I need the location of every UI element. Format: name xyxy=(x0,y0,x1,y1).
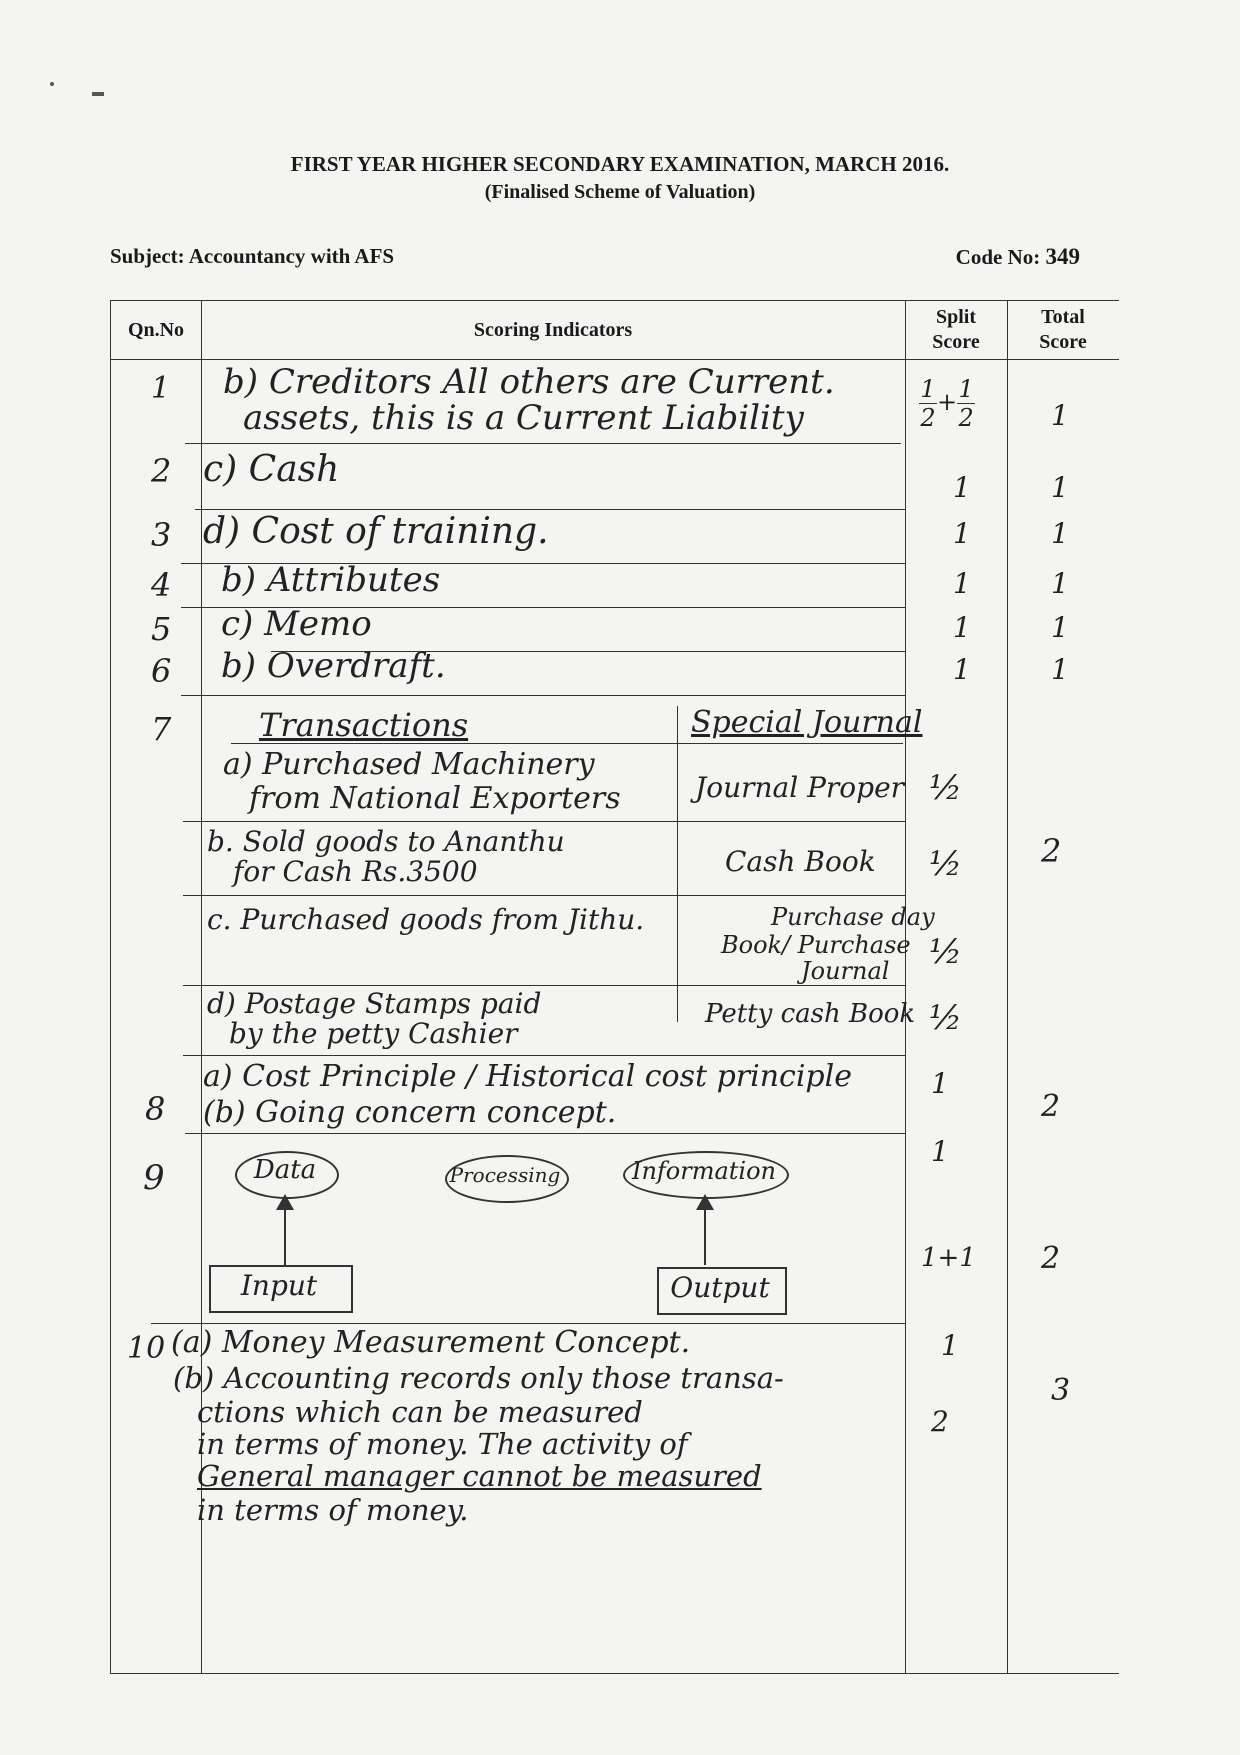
q8-number: 8 xyxy=(145,1090,166,1128)
q7-total-score: 2 xyxy=(1041,832,1062,870)
q2-number: 2 xyxy=(151,452,172,490)
q1-line1: b) Creditors All others are Current. xyxy=(223,362,835,402)
rule xyxy=(183,985,905,986)
q10-number: 10 xyxy=(127,1331,166,1366)
q7b-journal: Cash Book xyxy=(725,845,876,878)
rule xyxy=(183,821,905,822)
q4-total-score: 1 xyxy=(1051,567,1069,600)
q4-answer: b) Attributes xyxy=(221,560,441,600)
q1-split-score xyxy=(919,377,975,430)
q5-total-score: 1 xyxy=(1051,611,1069,644)
frac-num: 1 xyxy=(958,375,974,403)
q6-number: 6 xyxy=(151,652,172,690)
scan-speck xyxy=(92,92,104,96)
q10-split-1: 1 xyxy=(941,1329,959,1362)
q6-answer: b) Overdraft. xyxy=(221,646,446,686)
column-divider xyxy=(905,301,906,1673)
q9-number: 9 xyxy=(143,1158,165,1198)
q1-total-score: 1 xyxy=(1051,399,1069,432)
column-divider xyxy=(1007,301,1008,1673)
q7c-journal-1: Purchase day xyxy=(771,903,935,931)
scan-speck xyxy=(50,82,54,86)
q7b-split: ½ xyxy=(929,844,962,884)
q5-number: 5 xyxy=(151,610,172,648)
data-label: Data xyxy=(253,1155,317,1185)
q7d-line2: by the petty Cashier xyxy=(229,1017,518,1050)
q2-answer: c) Cash xyxy=(203,449,340,490)
q5-split-score: 1 xyxy=(953,611,971,644)
rule xyxy=(183,895,905,896)
split-header-line1: Split xyxy=(935,306,977,328)
q1-number: 1 xyxy=(151,371,171,406)
q9-split-score: 1+1 xyxy=(921,1243,976,1273)
q7d-line1: d) Postage Stamps paid xyxy=(207,987,542,1020)
rule xyxy=(151,1323,905,1324)
q5-answer: c) Memo xyxy=(221,604,372,644)
q7-journal-header: Special Journal xyxy=(691,705,923,740)
frac-num: 1 xyxy=(920,375,936,403)
total-header-line2: Score xyxy=(1039,331,1087,353)
q10-total-score: 3 xyxy=(1051,1373,1071,1408)
rule xyxy=(185,1133,905,1134)
q7c-line1: c. Purchased goods from Jithu. xyxy=(207,903,645,936)
code-label: Code No: xyxy=(955,245,1041,269)
q8-split-2: 1 xyxy=(931,1135,949,1168)
code-number xyxy=(956,244,1080,270)
q6-total-score: 1 xyxy=(1051,653,1069,686)
q1-line2: assets, this is a Current Liability xyxy=(243,398,804,438)
q7d-journal: Petty cash Book xyxy=(705,999,916,1029)
plus-sign: + xyxy=(937,388,958,416)
q7a-line2: from National Exporters xyxy=(249,781,621,816)
valuation-table xyxy=(110,300,1119,1674)
q7b-line1: b. Sold goods to Ananthu xyxy=(207,825,565,858)
q7-transactions-header: Transactions xyxy=(259,706,469,744)
split-header-line2: Score xyxy=(932,331,980,353)
processing-label: Processing xyxy=(449,1163,561,1187)
qn-header: Qn.No xyxy=(127,318,185,341)
q10-line3: ctions which can be measured xyxy=(197,1395,643,1429)
q4-split-score: 1 xyxy=(953,567,971,600)
input-label: Input xyxy=(240,1269,318,1302)
q7c-journal-2: Book/ Purchase xyxy=(721,931,911,959)
q2-total-score: 1 xyxy=(1051,471,1069,504)
q10-line4: in terms of money. The activity of xyxy=(197,1427,688,1461)
split-score-header xyxy=(905,301,1007,359)
frac-den: 2 xyxy=(920,404,936,432)
q7c-split: ½ xyxy=(929,932,962,972)
information-label: Information xyxy=(631,1157,777,1185)
q7d-split: ½ xyxy=(929,998,962,1038)
indicators-header: Scoring Indicators xyxy=(473,318,633,341)
subject-label: Subject: Accountancy with AFS xyxy=(110,244,395,268)
q7-column-divider xyxy=(677,706,678,1022)
q8-line1: a) Cost Principle / Historical cost principle xyxy=(203,1059,852,1094)
q10-split-2: 2 xyxy=(931,1405,949,1438)
q7a-journal: Journal Proper xyxy=(695,771,905,804)
q10-line5: General manager cannot be measured xyxy=(197,1459,762,1493)
frac-den: 2 xyxy=(958,404,974,432)
q8-split-1: 1 xyxy=(931,1067,949,1100)
q10-line2: (b) Accounting records only those transa- xyxy=(173,1361,784,1395)
q7b-line2: for Cash Rs.3500 xyxy=(233,855,478,888)
exam-title: FIRST YEAR HIGHER SECONDARY EXAMINATION, MARCH 2016. xyxy=(290,152,950,176)
q4-number: 4 xyxy=(151,566,172,604)
rule xyxy=(181,695,905,696)
exam-subtitle: (Finalised Scheme of Valuation) xyxy=(484,181,756,203)
q3-answer: d) Cost of training. xyxy=(203,511,549,552)
output-label: Output xyxy=(670,1271,770,1304)
rule xyxy=(195,509,905,510)
rule xyxy=(231,743,903,744)
total-score-header xyxy=(1007,301,1119,359)
q2-split-score: 1 xyxy=(953,471,971,504)
q7a-line1: a) Purchased Machinery xyxy=(223,747,595,782)
q7a-split: ½ xyxy=(929,768,962,808)
output-arrow-icon xyxy=(704,1197,706,1265)
rule xyxy=(185,443,901,444)
code-value: 349 xyxy=(1045,244,1080,269)
q8-total-score: 2 xyxy=(1041,1089,1061,1124)
q9-total-score: 2 xyxy=(1041,1241,1061,1276)
rule xyxy=(183,1055,905,1056)
q3-number: 3 xyxy=(151,516,172,554)
header-divider xyxy=(111,359,1119,360)
q10-line1: (a) Money Measurement Concept. xyxy=(171,1325,691,1360)
input-arrow-icon xyxy=(284,1197,286,1265)
q6-split-score: 1 xyxy=(953,653,971,686)
q7c-journal-3: Journal xyxy=(801,957,890,985)
q10-line6: in terms of money. xyxy=(197,1493,469,1527)
total-header-line1: Total xyxy=(1041,306,1085,328)
q8-line2: (b) Going concern concept. xyxy=(203,1095,617,1130)
q3-total-score: 1 xyxy=(1051,517,1069,550)
q3-split-score: 1 xyxy=(953,517,971,550)
q7-number: 7 xyxy=(151,710,172,748)
